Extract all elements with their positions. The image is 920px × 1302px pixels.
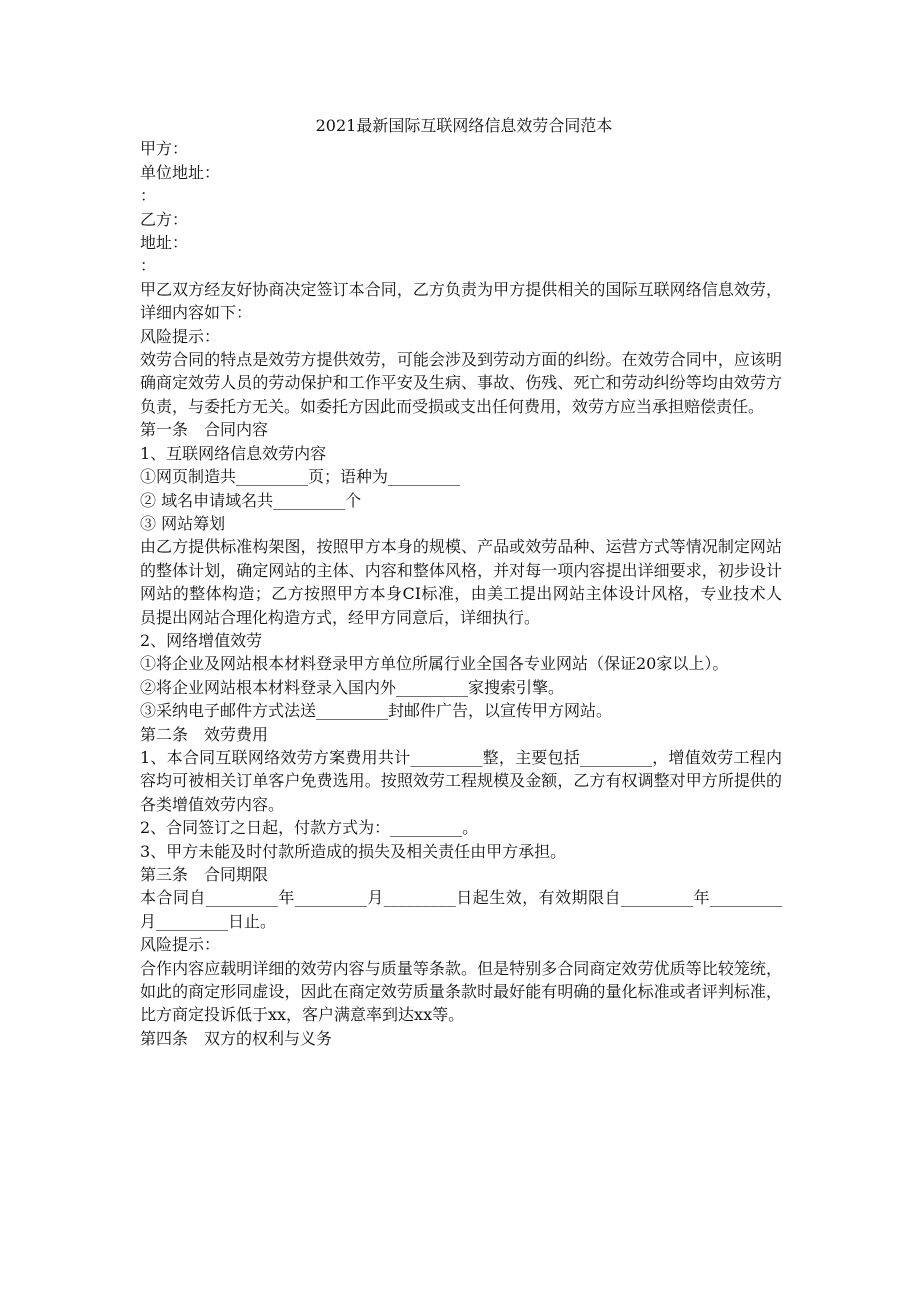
party-b-extra-line: ：: [140, 256, 157, 276]
article-1-item-webpage: ①网页制造共_________页；语种为_________: [140, 467, 461, 487]
risk-tip-paragraph: 效劳合同的特点是效劳方提供效劳，可能会涉及到劳动方面的纠纷。在效劳合同中，应该明确商定效劳人员的劳动保护和工作平安及生病、事故、伤残、死亡和劳动纠纷等均由效劳方负责，与委托方无关。如委托方因此而受损或支出任何费用，效劳方应当承担赔偿责任。: [140, 350, 782, 416]
party-b-address-label: 地址：: [140, 233, 189, 253]
article-2-section-1: 1、本合同互联网络效劳方案费用共计_________整，主要包括_________，增值效劳工程内容均可被相关订单客户免费选用。按照效劳工程规模及金额，乙方有权调整对甲方所提供的各类增值效劳内容。: [140, 747, 782, 814]
article-1-heading: 第一条 合同内容: [140, 420, 269, 440]
article-3-paragraph: 本合同自_________年_________月_________日起生效，有效期限自_________年_________月_________日止。: [140, 888, 782, 931]
article-4-heading: 第四条 双方的权利与义务: [140, 1028, 333, 1048]
risk-tip-paragraph-2: 合作内容应载明详细的效劳内容与质量等条款。但是特别多合同商定效劳优质等比较笼统，如此的商定形同虚设，因此在商定效劳质量条款时最好能有明确的量化标准或者评判标准，比方商定投诉低于xx，客户满意率到达xx等。: [140, 958, 782, 1025]
article-2-heading: 第二条 效劳费用: [140, 724, 269, 744]
article-3-heading: 第三条 合同期限: [140, 865, 269, 884]
party-a-label: 甲方：: [140, 139, 189, 159]
contract-document: [140, 114, 782, 1050]
party-a-address-label: 单位地址：: [140, 162, 221, 182]
article-1-item-domain: ② 域名申请域名共_________个: [140, 490, 362, 510]
article-1-item-planning: ③ 网站筹划: [140, 513, 226, 533]
article-1-item-directory: ①将企业及网站根本材料登录甲方单位所属行业全国各专业网站（保证20家以上）。: [140, 654, 729, 674]
party-a-extra-line: ：: [140, 186, 157, 206]
article-1-section-2: 2、网络增值效劳: [140, 630, 263, 650]
document-title: 2021最新国际互联网络信息效劳合同范本: [315, 116, 613, 135]
article-1-item-search-engine: ②将企业网站根本材料登录入国内外_________家搜索引擎。: [140, 677, 565, 697]
intro-paragraph: 甲乙双方经友好协商决定签订本合同，乙方负责为甲方提供相关的国际互联网络信息效劳，详细内容如下：: [140, 279, 782, 323]
risk-tip-heading: 风险提示：: [140, 326, 221, 346]
article-2-section-3: 3、甲方未能及时付款所造成的损失及相关责任由甲方承担。: [140, 841, 567, 861]
article-1-section-1: 1、互联网络信息效劳内容: [140, 443, 327, 463]
article-2-section-2: 2、合同签订之日起，付款方式为：_________。: [140, 818, 479, 838]
article-1-item-email: ③采纳电子邮件方式法送_________封邮件广告，以宣传甲方网站。: [140, 701, 613, 721]
party-b-label: 乙方：: [140, 209, 189, 229]
risk-tip-heading-2: 风险提示：: [140, 935, 221, 955]
article-1-planning-paragraph: 由乙方提供标准构架图，按照甲方本身的规模、产品或效劳品种、运营方式等情况制定网站的整体计划，确定网站的主体、内容和整体风格，并对每一项内容提出详细要求，初步设计网站的整体构造；乙方按照甲方本身CI标准，由美工提出网站主体设计风格，专业技术人员提出网站合理化构造方式，经甲方同意后，详细执行。: [140, 537, 782, 627]
